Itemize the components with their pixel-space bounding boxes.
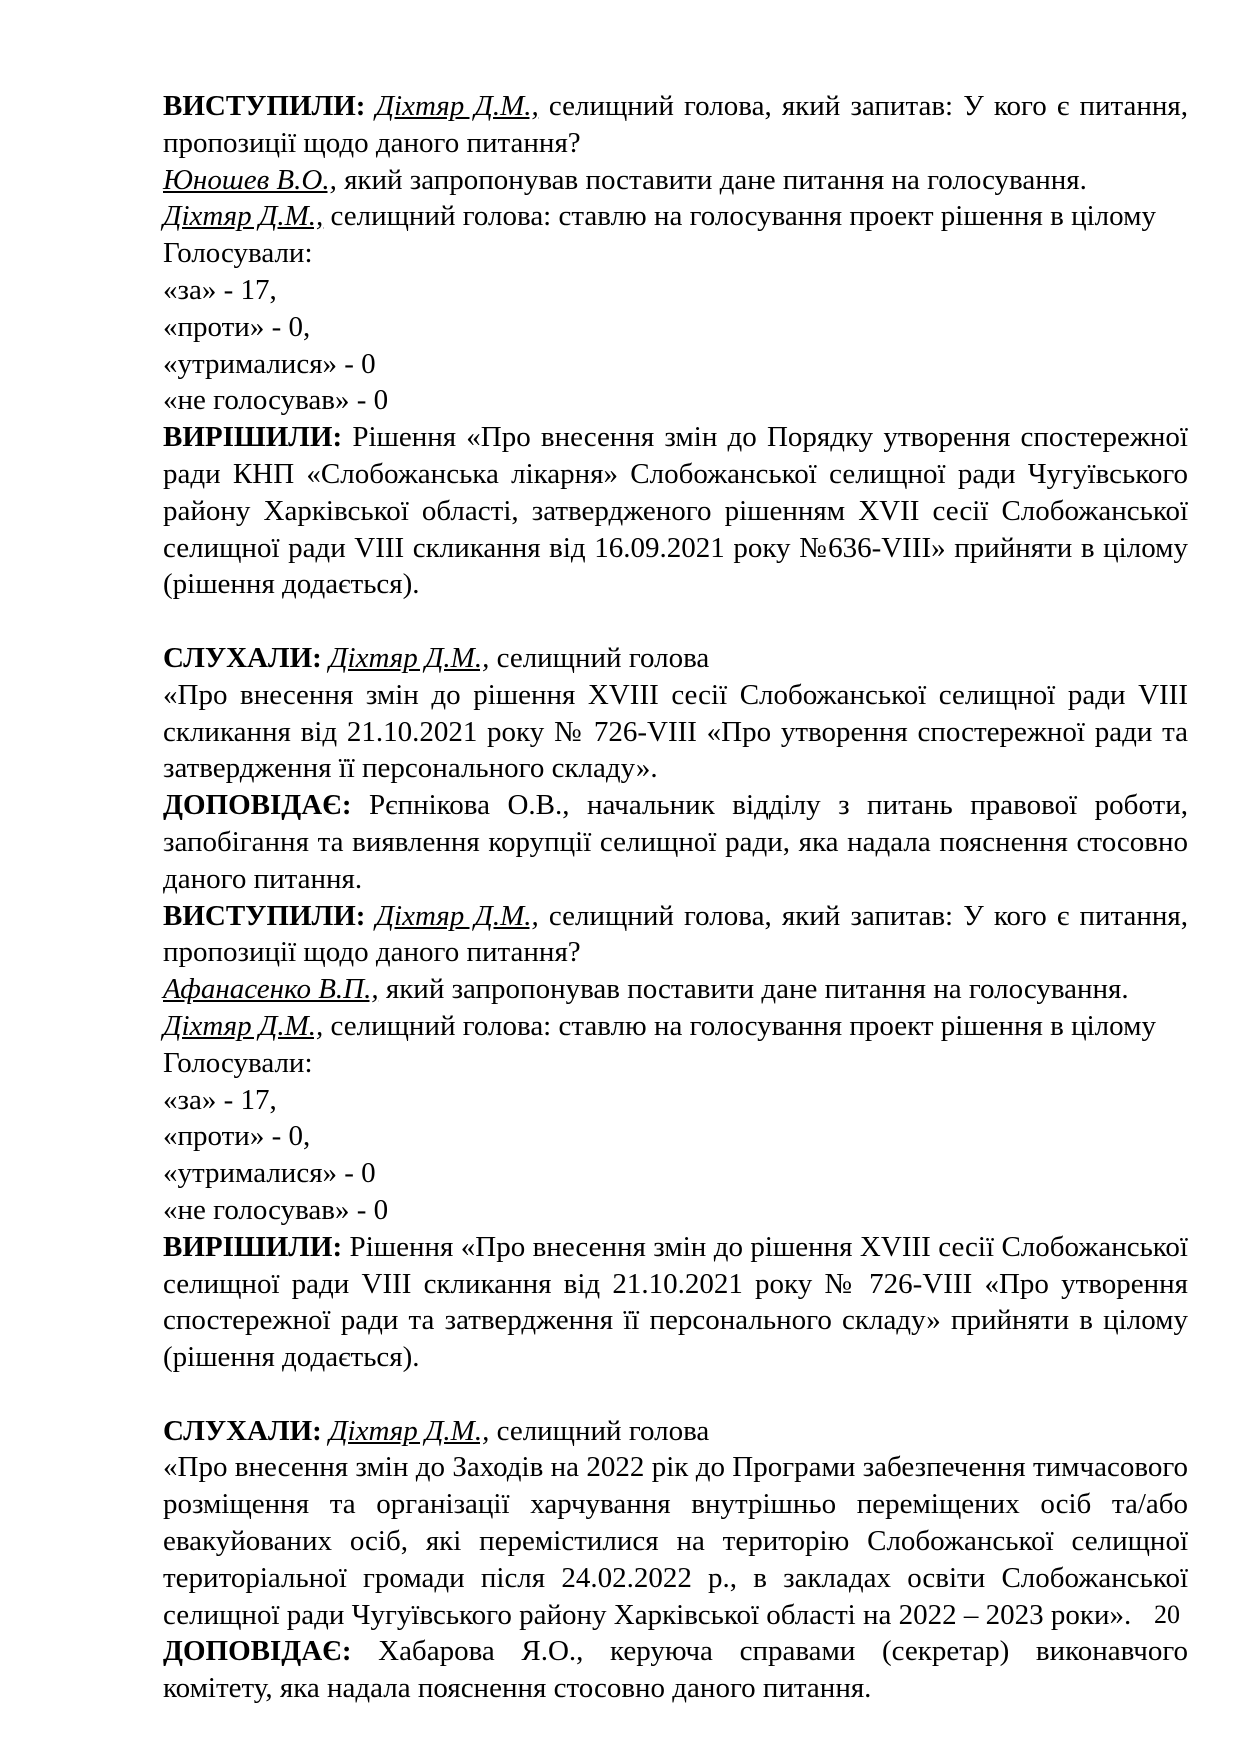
- vote-line: «не голосував» - 0: [163, 384, 389, 417]
- sluhaly-paragraph: [163, 1413, 1188, 1450]
- topic-paragraph: «Про внесення змін до рішення XVIII сесії Слобожанської селищної ради VIII скликання від 21.10.2021 року № 726-VIII «Про утворення спостережної ради та затвердження її персонального складу».: [163, 678, 1188, 785]
- sluhaly-text: селищний голова: [489, 641, 710, 674]
- vote-line: «утрималися» - 0: [163, 1157, 376, 1190]
- sluhaly-label: СЛУХАЛИ:: [163, 1414, 322, 1447]
- vyrishyly-paragraph: [163, 419, 1188, 603]
- proposer-text: який запропонував поставити дане питання на голосування.: [378, 973, 1129, 1006]
- vote-line: Голосували:: [163, 237, 313, 270]
- sluhaly-name: Діхтяр Д.М.,: [329, 641, 490, 674]
- proposer-paragraph: [163, 971, 1188, 1008]
- sluhaly-text: селищний голова: [489, 1414, 710, 1447]
- vystupyly-label: ВИСТУПИЛИ:: [163, 899, 366, 932]
- document-page: [163, 88, 1188, 1744]
- head-text: селищний голова: ставлю на голосування проект рішення в цілому: [323, 200, 1156, 233]
- decision-text: Рішення «Про внесення змін до Порядку утворення спостережної ради КНП «Слобожанська лікарня» Слобожанської селищної ради Чугуївського району Харківської області, затвердженого рішенням XVII сесії Слобожанської селищної ради VIII скликання від 16.09.2021 року №636-VIII» прийняти в цілому (рішення додається).: [163, 421, 1188, 601]
- vyrishyly-label: ВИРІШИЛИ:: [163, 1230, 343, 1263]
- section-item-2: [163, 640, 1188, 1376]
- head-name: Діхтяр Д.М.,: [163, 1009, 324, 1042]
- section-item-3: [163, 1413, 1188, 1707]
- vote-line: «за» - 17,: [163, 1083, 277, 1116]
- dopovidaie-paragraph: [163, 1633, 1188, 1707]
- vystupyly-paragraph: [163, 88, 1188, 162]
- dopovidaie-text: Рєпнікова О.В., начальник відділу з питань правової роботи, запобігання та виявлення корупції селищної ради, яка надала пояснення стосовно даного питання.: [163, 789, 1188, 895]
- head-name: Діхтяр Д.М.,: [163, 200, 324, 233]
- vote-line: «не голосував» - 0: [163, 1193, 389, 1226]
- proposer-text: який запропонував поставити дане питання на голосування.: [336, 163, 1087, 196]
- vote-line: «проти» - 0,: [163, 310, 311, 343]
- head-paragraph: [163, 1008, 1188, 1045]
- vystupyly-paragraph: [163, 898, 1188, 972]
- speaker-name: Діхтяр Д.М.,: [375, 899, 539, 932]
- dopovidaie-label: ДОПОВІДАЄ:: [163, 789, 352, 822]
- speaker-text: селищний голова, який запитав: У кого є питання, пропозиції щодо даного питання?: [163, 899, 1189, 969]
- dopovidaie-label: ДОПОВІДАЄ:: [163, 1635, 352, 1668]
- proposer-name: Юношев В.О.,: [163, 163, 337, 196]
- page-number: 20: [1154, 1600, 1180, 1629]
- section-item-1-end: [163, 88, 1188, 603]
- proposer-name: Афанасенко В.П.,: [163, 973, 379, 1006]
- vote-line: «проти» - 0,: [163, 1120, 311, 1153]
- vote-line: «утрималися» - 0: [163, 347, 376, 380]
- vyrishyly-paragraph: [163, 1229, 1188, 1376]
- speaker-text: селищний голова, який запитав: У кого є питання, пропозиції щодо даного питання?: [163, 90, 1189, 159]
- dopovidaie-text: Хабарова Я.О., керуюча справами (секретар) виконавчого комітету, яка надала пояснення стосовно даного питання.: [163, 1635, 1188, 1705]
- vyrishyly-label: ВИРІШИЛИ:: [163, 421, 343, 454]
- sluhaly-name: Діхтяр Д.М.,: [329, 1414, 490, 1447]
- head-paragraph: [163, 198, 1188, 235]
- vystupyly-label: ВИСТУПИЛИ:: [163, 90, 366, 122]
- speaker-name: Діхтяр Д.М.,: [375, 90, 539, 122]
- decision-text: Рішення «Про внесення змін до рішення XVIII сесії Слобожанської селищної ради VIII скликання від 21.10.2021 року № 726-VIII «Про утворення спостережної ради та затвердження її персонального складу» прийняти в цілому (рішення додається).: [163, 1230, 1188, 1374]
- dopovidaie-paragraph: [163, 787, 1188, 897]
- vote-line: Голосували:: [163, 1046, 313, 1079]
- head-text: селищний голова: ставлю на голосування проект рішення в цілому: [323, 1009, 1156, 1042]
- vote-line: «за» - 17,: [163, 273, 277, 306]
- sluhaly-paragraph: [163, 640, 1188, 677]
- sluhaly-label: СЛУХАЛИ:: [163, 641, 322, 674]
- topic-paragraph: «Про внесення змін до Заходів на 2022 рік до Програми забезпечення тимчасового розміщення та організації харчування внутрішньо переміщених осіб та/або евакуйованих осіб, які перемістилися на територію Слобожанської селищної територіальної громади після 24.02.2022 р., в закладах освіти Слобожанської селищної ради Чугуївського району Харківської області на 2022 – 2023 роки».: [163, 1451, 1188, 1631]
- proposer-paragraph: [163, 162, 1188, 199]
